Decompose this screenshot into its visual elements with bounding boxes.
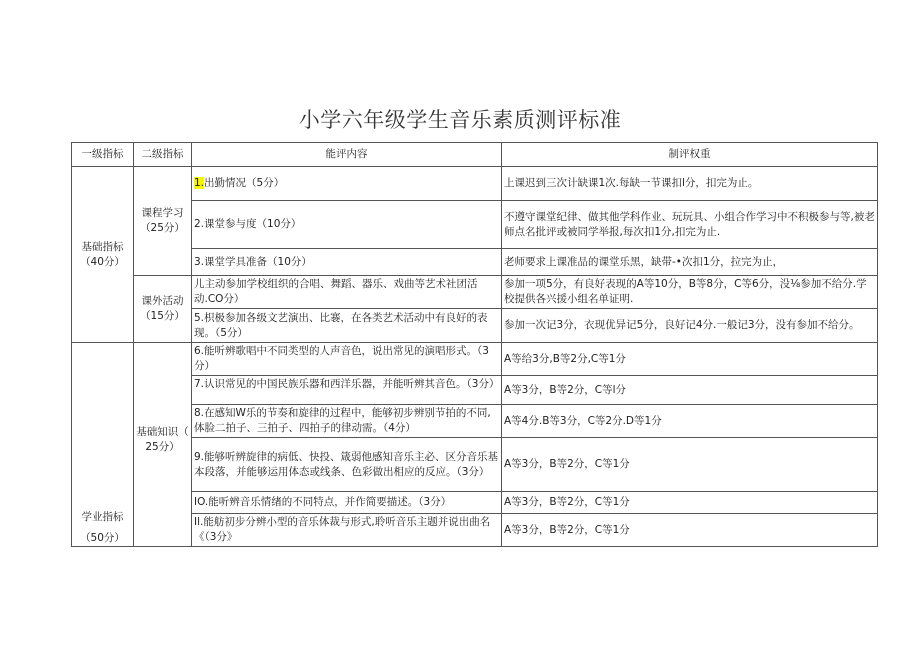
highlight-mark: 1. bbox=[194, 177, 205, 189]
content-cell: 3.课堂学具准备（10分） bbox=[192, 249, 502, 276]
subgroup-knowledge-score: 25分） bbox=[145, 441, 180, 453]
content-cell: 6.能听辨歌唱中不同类型的人声音色，说出常见的演唱形式。（3分） bbox=[192, 343, 502, 376]
group-academic bbox=[72, 343, 134, 547]
content-cell: 儿主动参加学校组织的合唱、舞蹈、器乐、戏曲等艺术社团活动.CO分） bbox=[192, 276, 502, 309]
table-row bbox=[72, 276, 878, 309]
weight-cell: A等4分.B等3分，C等2分.D等1分 bbox=[502, 405, 878, 438]
subgroup-knowledge-label: 基础知识（ bbox=[136, 426, 189, 438]
table-row bbox=[72, 405, 878, 438]
subgroup-extra-score: （15分） bbox=[140, 310, 185, 322]
group-academic-score: （50分） bbox=[80, 532, 125, 544]
group-academic-label: 学业指标 bbox=[81, 511, 124, 523]
content-cell: Il.能舫初步分辨小型的音乐体裁与形式,聆听音乐主题并说出曲名《（3分》 bbox=[192, 514, 502, 547]
weight-cell: 参加一次记3分，衣现优异记5分，良好记4分.一般记3分，没有参加不给分。 bbox=[502, 309, 878, 343]
table-row bbox=[72, 376, 878, 405]
subgroup-course-score: （25分） bbox=[140, 222, 185, 234]
content-cell: IO.能听辨音乐情绪的不同特点，并作简要描述。（3分） bbox=[192, 492, 502, 514]
weight-cell: A等3分，B等2分，C等1分 bbox=[502, 438, 878, 492]
table-row bbox=[72, 343, 878, 376]
weight-cell: 上课迟到三次计缺课1次.每缺一节课扣l分，扣完为止。 bbox=[502, 167, 878, 201]
subgroup-extra bbox=[134, 276, 192, 343]
subgroup-extra-label: 课外活动 bbox=[141, 295, 184, 307]
group-basic-label: 基础指标 bbox=[81, 240, 124, 253]
group-basic-score: （40分） bbox=[80, 255, 125, 268]
content-cell: 9.能够听辨旋律的病低、快投、箴弱他感知音乐主必、区分音乐基本段落，并能够运用体态或线条、色彩做出相应的反应。（3分） bbox=[192, 438, 502, 492]
weight-cell: 参加一项5分，有良好表现的A等10分，B等8分，C等6分，没⅛参加不给分.学校提供各兴援小组名单证明. bbox=[502, 276, 878, 309]
weight-cell: A等给3分,B等2分,C等1分 bbox=[502, 343, 878, 376]
header-weight: 制评权重 bbox=[502, 143, 878, 167]
subgroup-knowledge bbox=[134, 343, 192, 547]
table-row bbox=[72, 514, 878, 547]
evaluation-table bbox=[71, 142, 878, 547]
table-row bbox=[72, 249, 878, 276]
content-cell: 5.枳极参加各级文艺演出、比褰，在各类艺术活动中有良好的表现。（5分） bbox=[192, 309, 502, 343]
table-row bbox=[72, 309, 878, 343]
content-cell: 7.认识常见的中国民族乐器和西洋乐器，并能听辨其音色。（3分） bbox=[192, 376, 502, 405]
weight-cell: A等3分，B等2分，C等1分 bbox=[502, 514, 878, 547]
content-cell: 2.课堂参与度（10分） bbox=[192, 201, 502, 249]
header-level2: 二级指标 bbox=[134, 143, 192, 167]
page-title: 小学六年级学生音乐素质测评标准 bbox=[298, 108, 622, 132]
weight-cell: A等3分，B等2分，C等l分 bbox=[502, 376, 878, 405]
table-row bbox=[72, 201, 878, 249]
weight-cell: 不遵守课堂纪律、做其他学科作业、玩玩具、小组合作学习中不积极参与等,被老师点名批评或被同学举报,每次扣1分,扣完为止. bbox=[502, 201, 878, 249]
subgroup-course bbox=[134, 167, 192, 276]
content-cell: 8.在感知W乐的节奏和旋律的过程中，能够初步辨别节拍的不同,体脸二拍子、三拍子、四拍子的律动需。（4分） bbox=[192, 405, 502, 438]
header-content: 能评内容 bbox=[192, 143, 502, 167]
table-row bbox=[72, 492, 878, 514]
weight-cell: 老师要求上课准品的课堂乐黑，缺带-•次扣1分，拉完为止， bbox=[502, 249, 878, 276]
table-row bbox=[72, 167, 878, 201]
group-basic bbox=[72, 167, 134, 343]
subgroup-course-label: 课程学习 bbox=[141, 207, 184, 219]
table-row bbox=[72, 438, 878, 492]
content-cell: 1.出勤情况（5分） bbox=[192, 167, 502, 201]
header-level1: 一级指标 bbox=[72, 143, 134, 167]
weight-cell: A等3分，B等2分，C等1分 bbox=[502, 492, 878, 514]
table-header-row bbox=[72, 143, 878, 167]
